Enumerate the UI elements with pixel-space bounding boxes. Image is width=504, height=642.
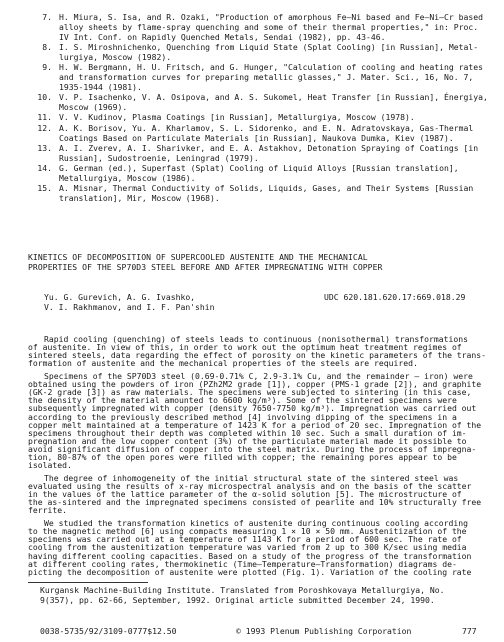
reference-line: Moscow (1969).: [59, 102, 128, 113]
reference-line: A. I. Zverev, A. I. Sharivker, and E. A. Astakhov, Detonation Spraying of Coatings [in: [59, 142, 479, 153]
paragraph-line: specimens throughout their depth was completed within 10 sec. Such a small duration of im-: [28, 427, 467, 438]
paragraph-line: (GK-2 grade [3]) as raw materials. The specimens were subjected to sintering (in this case,: [28, 387, 472, 398]
reference-line: Russian], Sudostroenie, Leningrad (1979).: [59, 152, 259, 163]
reference-line: lurgiya, Moscow (1982).: [59, 52, 172, 63]
reference-number: 7.: [42, 12, 52, 22]
paragraph-line: specimens was carried out at a temperature of 1143 K for a period of 600 sec. The rate of: [28, 534, 462, 545]
reference-line: translation], Mir, Moscow (1968).: [59, 192, 220, 203]
paragraph-line: Rapid cooling (quenching) of steels leads to continuous (nonisothermal) transformations: [44, 334, 468, 344]
author-line: Yu. G. Gurevich, A. G. Ivashko,: [44, 292, 196, 302]
reference-line: alloy sheets by flame-spray quenching and some of their thermal properties," in: Proc.: [59, 22, 479, 33]
reference-line: A. K. Borisov, Yu. A. Kharlamov, S. L. Sidorenko, and E. N. Adratovskaya, Gas-Thermal: [59, 122, 474, 133]
paragraph-line: We studied the transformation kinetics of austenite during continuous cooling according: [44, 518, 468, 529]
author-line: V. I. Rakhmanov, and I. F. Pan'shin: [44, 302, 215, 313]
reference-line: V. P. Isachenko, V. A. Osipova, and A. S. Sukomel, Heat Transfer [in Russian], Énergiya,: [59, 92, 488, 103]
reference-item: [28, 183, 478, 203]
reference-line: and transformation curves for preparing metallic glasses," J. Mater. Sci., 16, No. 7,: [59, 72, 474, 83]
reference-line: Metallurgiya, Moscow (1986).: [59, 172, 196, 183]
title-line: KINETICS OF DECOMPOSITION OF SUPERCOOLED AUSTENITE AND THE MECHANICAL: [28, 252, 368, 262]
paragraph-intro: [28, 334, 487, 369]
paragraph-line: sintered steels, data regarding the effect of porosity on the kinetic parameters of the trans-: [28, 350, 487, 361]
reference-line: H. Miura, S. Isa, and R. Ozaki, "Production of amorphous Fe–Ni based and Fe–Ni–Cr based: [59, 12, 483, 22]
reference-item: [28, 12, 483, 43]
paragraph-line: in the values of the lattice parameter of the α-solid solution [5]. The microstructure of: [28, 489, 462, 500]
paragraph-specimens: [28, 372, 480, 470]
paragraph-line: ferrite.: [28, 505, 67, 516]
reference-number: 8.: [42, 42, 52, 53]
paragraph-line: formation of austenite and the mechanical properties of the steels are required.: [28, 358, 418, 369]
paragraph-line: obtained using the powders of iron (PZh2M2 grade [1]), copper (PMS-1 grade [2]), and graphite: [28, 379, 482, 390]
footnote-rule: [28, 582, 148, 583]
paragraph-line: of austenite. In view of this, in order to work out the optimum heat treatment regimes of: [28, 342, 462, 353]
reference-item: [28, 112, 478, 122]
reference-line: IV Int. Conf. on Rapidly Quenched Metals, Sendai (1982), pp. 43-46.: [59, 32, 386, 43]
paragraph-line: copper melt maintained at a temperature of 1423 K for a period of 20 sec. Impregnation of the: [28, 419, 482, 430]
reference-list: [28, 12, 488, 203]
paragraph-line: pregnation and the low copper content (3%) of the particulate material made it possible to: [28, 435, 467, 446]
footer-copyright: © 1993 Plenum Publishing Corporation: [236, 626, 412, 636]
reference-line: I. S. Miroshnichenko, Quenching from Liquid State (Splat Cooling) [in Russian], Metal-: [59, 42, 479, 53]
paragraph-inhomogeneity: [28, 474, 480, 515]
title-line: PROPERTIES OF THE SP70D3 STEEL BEFORE AND AFTER IMPREGNATING WITH COPPER: [28, 262, 383, 273]
paragraph-line: isolated.: [28, 460, 72, 471]
footnote-line: 9(357), pp. 62-66, September, 1992. Original article submitted December 24, 1990.: [40, 595, 435, 606]
paragraph-line: picting the decomposition of austenite were plotted (Fig. 1). Variation of the cooling rate: [28, 566, 472, 577]
reference-item: [28, 143, 478, 163]
paragraph-line: The degree of inhomogeneity of the initial structural state of the sintered steel was: [44, 472, 459, 483]
page-number: 777: [462, 626, 477, 636]
reference-line: H. W. Bergmann, H. U. Fritsch, and G. Hunger, "Calculation of cooling and heating rates: [59, 62, 483, 73]
reference-item: [28, 92, 488, 113]
reference-number: 15.: [37, 182, 52, 193]
article-title: [28, 252, 478, 272]
reference-item: [28, 163, 478, 183]
reference-line: G. German (ed.), Superfast (Splat) Cooling of Liquid Alloys [Russian translation],: [59, 162, 459, 173]
footnote-line: Kurgansk Machine-Building Institute. Translated from Poroshkovaya Metallurgiya, No.: [40, 585, 445, 595]
paragraph-line: at different cooling rates, thermokinetic (Time–Temperature–Transformation) diagrams de-: [28, 558, 457, 569]
paragraph-line: evaluated using the results of x-ray microspectral analysis and on the basis of the scatter: [28, 481, 472, 492]
reference-number: 10.: [37, 92, 52, 103]
reference-item: [28, 42, 478, 62]
footnote: [40, 585, 480, 605]
reference-line: 1935-1944 (1981).: [59, 82, 142, 93]
reference-number: 12.: [37, 122, 52, 133]
paragraph-line: having different cooling capacities. Based on a study of the progress of the transformation: [28, 550, 472, 561]
paragraph-line: according to the previously described method [4] involving dipping of the specimens in a: [28, 411, 457, 422]
paragraph-line: the as-sintered and the impregnated specimens consisted of pearlite and 10% structurally free: [28, 497, 482, 508]
paragraph-line: to the magnetic method [6] using compacts measuring 1 × 10 × 50 mm. Austenitization of the: [28, 526, 467, 537]
author-block: [44, 292, 215, 312]
paragraph-line: the density of the material amounted to 6600 kg/m³). Some of the sintered specimens were: [28, 395, 457, 406]
reference-line: V. V. Kudinov, Plasma Coatings [in Russian], Metallurgiya, Moscow (1978).: [59, 112, 415, 123]
reference-line: A. Misnar, Thermal Conductivity of Solids, Liquids, Gases, and Their Systems [Russian: [59, 182, 474, 193]
paragraph-line: avoid significant diffusion of copper into the steel matrix. During the process of impregna-: [28, 444, 477, 455]
footer-code: 0038-5735/92/3109-0777$12.50: [40, 626, 177, 636]
reference-number: 14.: [37, 162, 52, 173]
reference-number: 9.: [42, 62, 52, 73]
paragraph-line: cooling from the austenitization temperature was varied from 2 up to 300 K/sec using media: [28, 542, 467, 553]
reference-number: 13.: [37, 142, 52, 153]
paragraph-line: Specimens of the SP70D3 steel (0.69-0.71% C, 2.9-3.1% Cu, and the remainder – iron) were: [44, 370, 473, 381]
reference-line: Coatings Based on Particulate Materials [in Russian], Naukova Dumka, Kiev (1987).: [59, 132, 454, 143]
paragraph-line: subsequently impregnated with copper (density 7650-7750 kg/m³). Impregnation was carried out: [28, 403, 477, 414]
reference-item: [28, 62, 483, 93]
reference-item: [28, 123, 478, 143]
paragraph-kinetics: [28, 519, 480, 576]
udc-code: UDC 620.181.620.17:669.018.29: [324, 292, 466, 302]
reference-number: 11.: [37, 112, 52, 123]
paragraph-line: tion, 80-87% of the open pores were filled with copper; the remaining pores appear to be: [28, 452, 457, 463]
